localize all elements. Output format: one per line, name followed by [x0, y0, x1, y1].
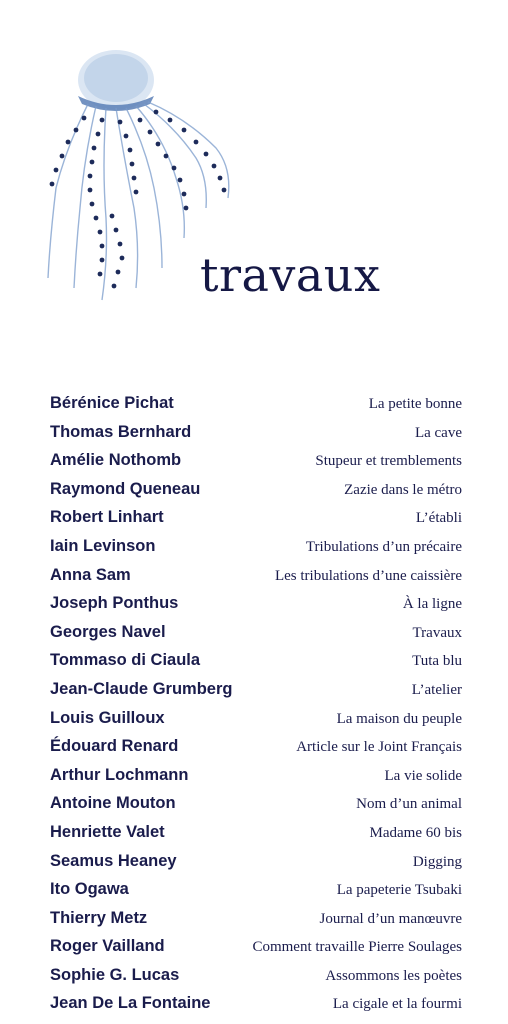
author-name: Ito Ogawa: [50, 880, 129, 899]
list-item: [50, 737, 462, 766]
work-title: La cave: [414, 424, 462, 441]
work-title: À la ligne: [402, 596, 462, 613]
work-title: La petite bonne: [368, 396, 462, 412]
author-name: Roger Vailland: [50, 937, 165, 956]
list-item: [50, 480, 462, 509]
list-item: [50, 680, 462, 709]
list-item: [50, 709, 462, 738]
author-name: Robert Linhart: [50, 508, 164, 527]
work-title: Les tribulations d’une caissière: [274, 567, 462, 584]
list-item: [50, 623, 462, 652]
author-name: Seamus Heaney: [50, 851, 177, 870]
author-name: Iain Levinson: [50, 536, 156, 555]
work-title: Journal d’un manœuvre: [319, 910, 462, 927]
list-item: [50, 994, 462, 1023]
list-item: [50, 451, 462, 480]
work-title: Travaux: [412, 624, 462, 641]
list-item: [50, 823, 462, 852]
list-item: [50, 651, 462, 680]
list-item: [50, 537, 462, 566]
author-name: Raymond Queneau: [50, 479, 201, 498]
author-name: Amélie Nothomb: [50, 451, 182, 470]
page-title: travaux: [200, 248, 381, 302]
list-item: [50, 566, 462, 595]
work-title: La papeterie Tsubaki: [336, 882, 462, 899]
work-title: Digging: [412, 853, 462, 870]
list-item: [50, 508, 462, 537]
work-title: Tuta blu: [412, 653, 462, 670]
work-title: Article sur le Joint Français: [296, 739, 462, 756]
work-title: La vie solide: [384, 767, 462, 784]
work-title: La maison du peuple: [336, 710, 462, 727]
author-name: Édouard Renard: [50, 737, 179, 756]
work-title: Tribulations d’un précaire: [305, 538, 462, 555]
work-title: Comment travaille Pierre Soulages: [252, 939, 462, 956]
author-name: Sophie G. Lucas: [50, 965, 180, 984]
work-title: Stupeur et tremblements: [315, 453, 462, 470]
author-name: Anna Sam: [50, 565, 131, 584]
list-item: [50, 766, 462, 795]
work-title: Nom d’un animal: [356, 796, 462, 813]
works-list: [50, 394, 462, 1023]
author-name: Georges Navel: [50, 622, 166, 641]
work-title: Madame 60 bis: [369, 824, 462, 841]
list-item: [50, 794, 462, 823]
author-name: Jean De La Fontaine: [50, 994, 211, 1013]
list-item: [50, 852, 462, 881]
work-title: L’établi: [415, 510, 462, 527]
work-title: Zazie dans le métro: [344, 481, 462, 498]
author-name: Arthur Lochmann: [50, 765, 189, 784]
author-name: Joseph Ponthus: [50, 594, 179, 613]
list-item: [50, 423, 462, 452]
author-name: Henriette Valet: [50, 822, 165, 841]
author-name: Thierry Metz: [50, 908, 148, 927]
work-title: Assommons les poètes: [325, 967, 462, 984]
list-item: [50, 909, 462, 938]
list-item: [50, 594, 462, 623]
author-name: Bérénice Pichat: [50, 394, 174, 412]
author-name: Antoine Mouton: [50, 794, 176, 813]
work-title: La cigale et la fourmi: [332, 996, 462, 1013]
list-item: [50, 966, 462, 995]
author-name: Thomas Bernhard: [50, 422, 192, 441]
author-name: Louis Guilloux: [50, 708, 165, 727]
list-item: [50, 937, 462, 966]
work-title: L’atelier: [411, 681, 462, 698]
author-name: Jean-Claude Grumberg: [50, 679, 233, 698]
list-item: [50, 880, 462, 909]
author-name: Tommaso di Ciaula: [50, 651, 201, 670]
list-item: [50, 394, 462, 423]
